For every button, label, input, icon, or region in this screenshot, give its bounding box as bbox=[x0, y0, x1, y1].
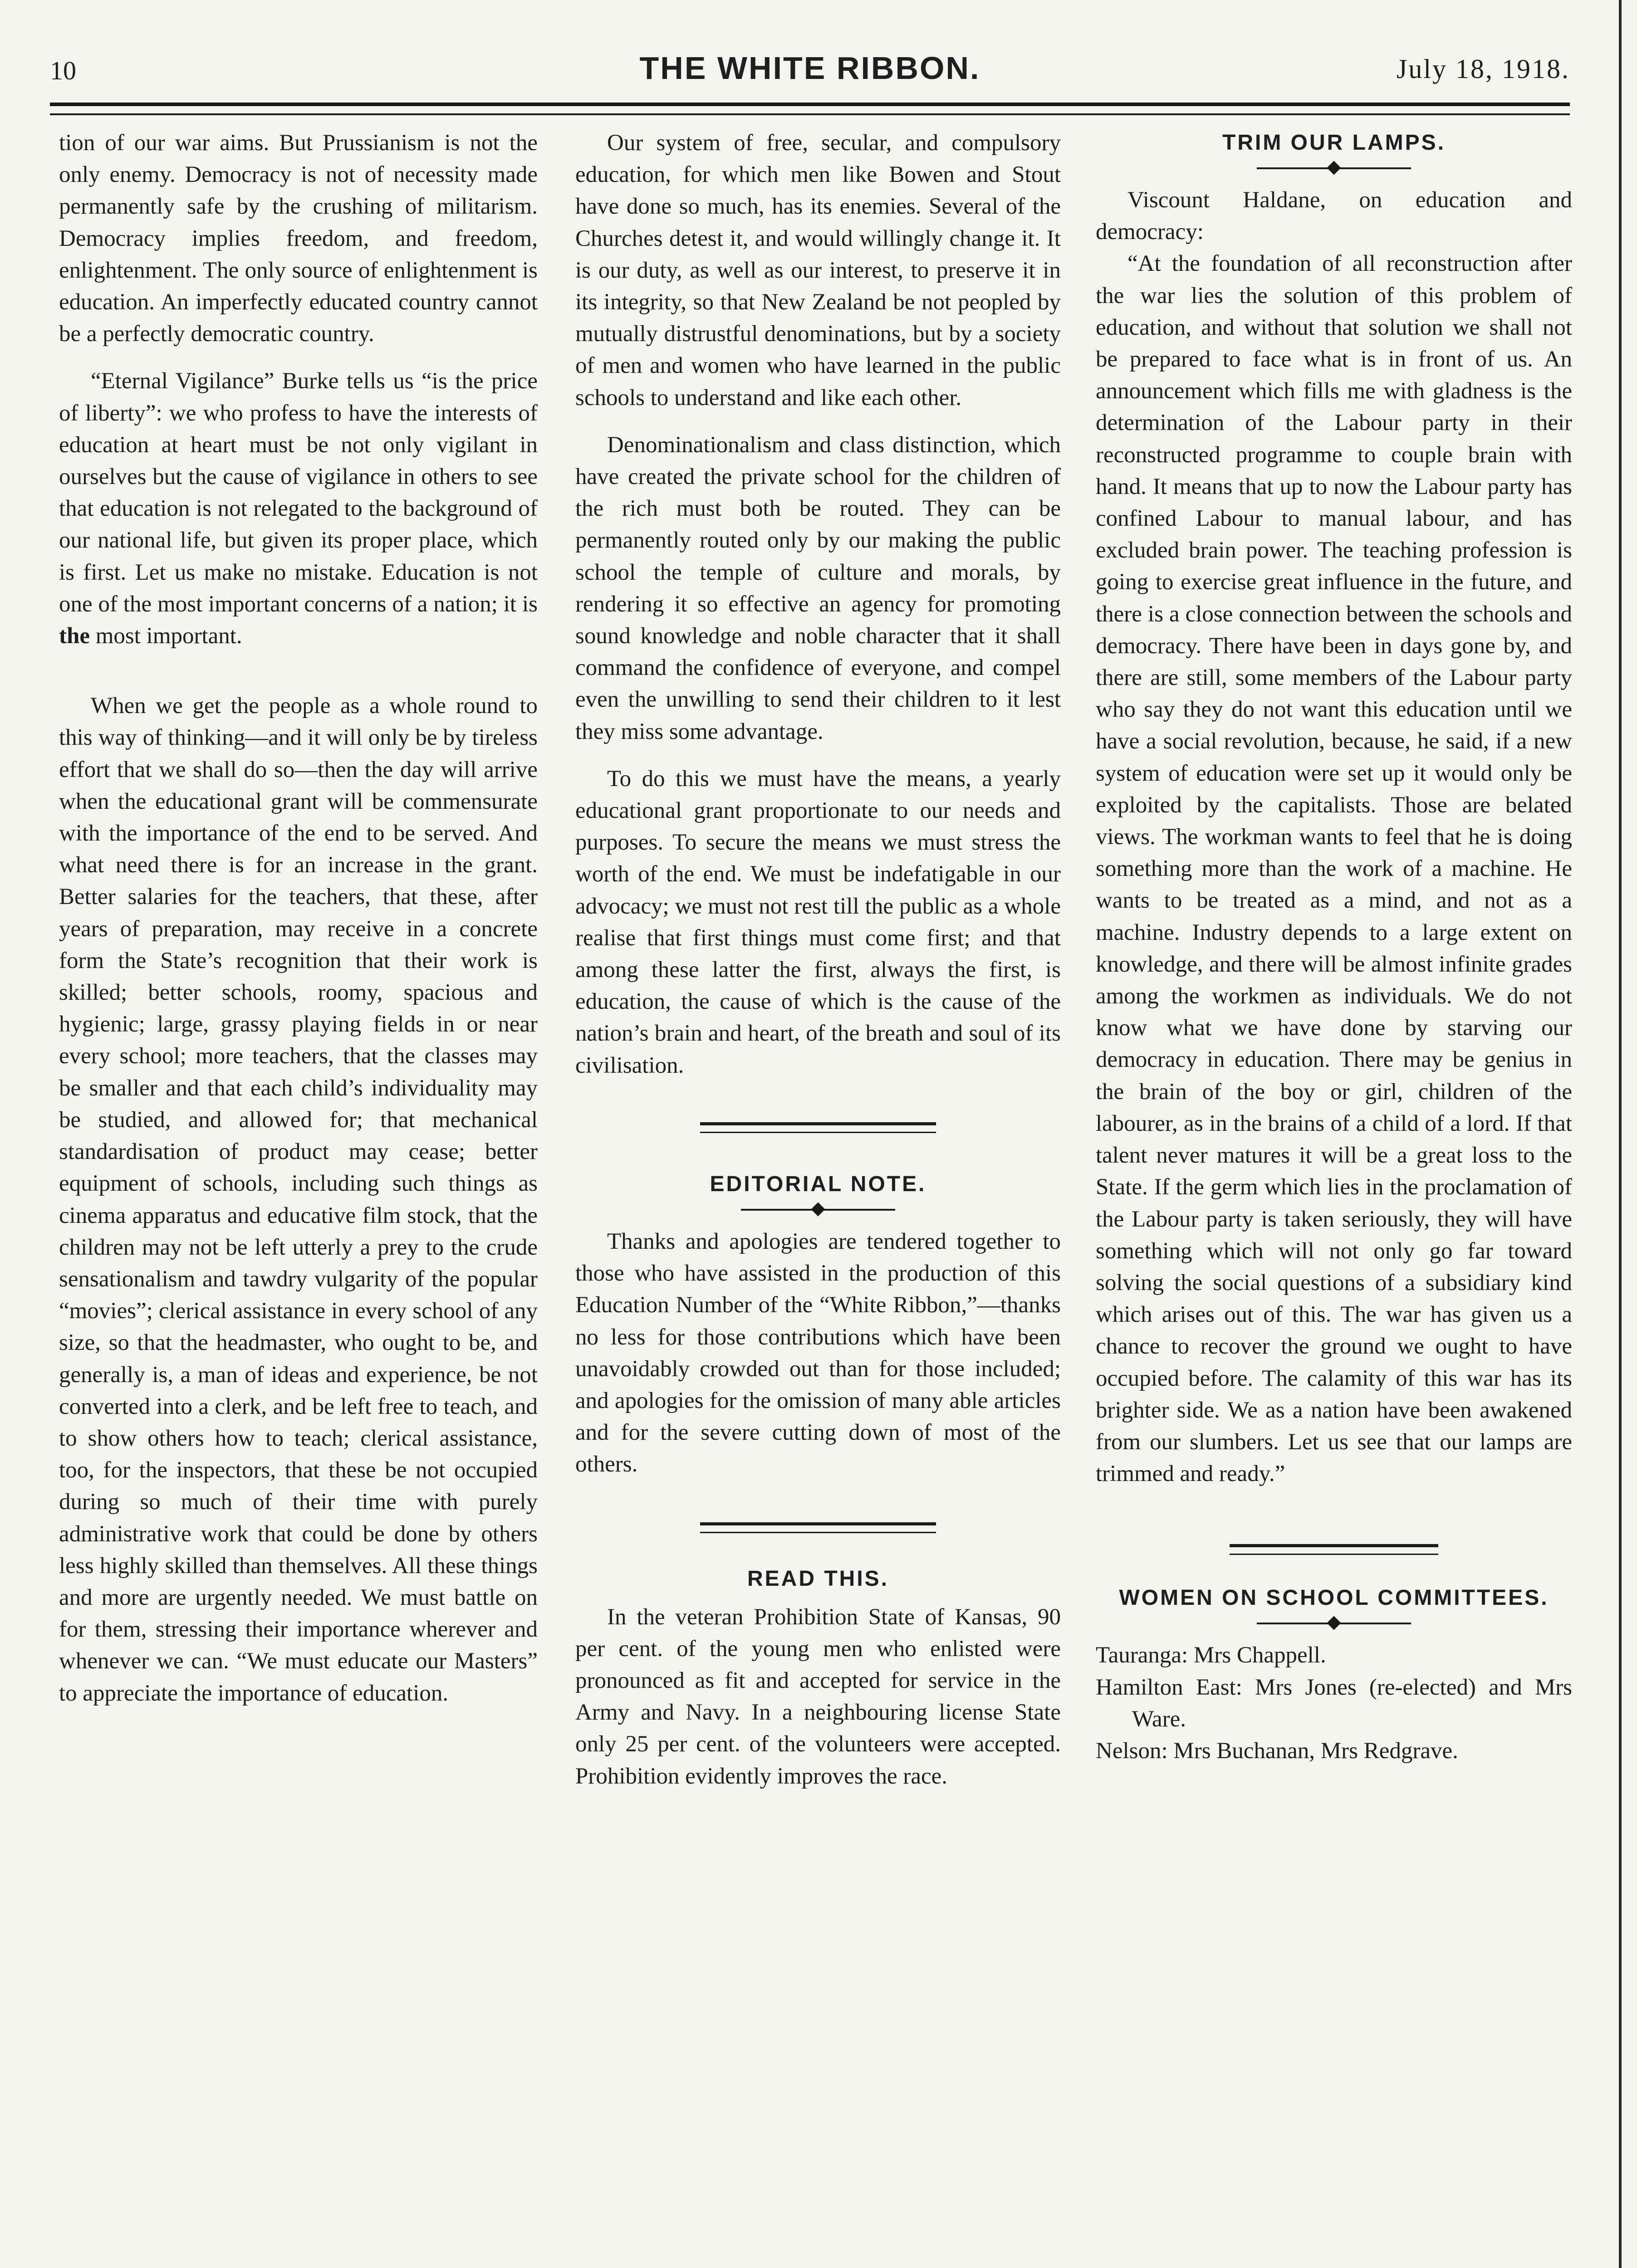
header-rule bbox=[50, 103, 1570, 115]
paragraph: Our system of free, secular, and compulsory education, for which men like Bowen and Stout have done so much, has its enemies. Several of the Churches detest it, and would willingly change it. It is our duty, as well as our interest, to preserve it in its integrity, so that New Zealand be not peopled by mutually distrustful denominations, but by a society of men and women who have learned in the public schools to understand and like each other. bbox=[575, 130, 1061, 411]
committee-place: Tauranga: bbox=[1096, 1642, 1188, 1668]
diamond-rule bbox=[1257, 161, 1411, 175]
masthead-title: THE WHITE RIBBON. bbox=[639, 50, 980, 86]
women-on-school-committees-heading: WOMEN ON SCHOOL COMMITTEES. bbox=[1119, 1586, 1549, 1610]
read-this-heading: READ THIS. bbox=[747, 1566, 889, 1591]
section-divider bbox=[575, 1122, 1061, 1133]
page-number: 10 bbox=[50, 56, 76, 85]
paragraph: tion of our war aims. But Prussianism is not the only enemy. Democracy is not of necessity made permanently safe by the crushing of militarism. Democracy implies freedom, and freedom, enlightenment. The only source of enlightenment is education. An imperfectly educated country cannot be a perfectly democratic country. bbox=[59, 130, 538, 347]
running-head bbox=[50, 42, 1570, 92]
section-divider bbox=[1096, 1544, 1572, 1555]
text-run: most important. bbox=[89, 623, 242, 649]
page-edge bbox=[1619, 0, 1622, 2268]
list-item bbox=[1096, 1639, 1572, 1671]
committee-place: Hamilton East: bbox=[1096, 1674, 1242, 1700]
list-item bbox=[1096, 1672, 1572, 1735]
committee-names: Mrs Jones (re-elected) and Mrs Ware. bbox=[1132, 1674, 1573, 1732]
quotation: “At the foundation of all reconstruction after the war lies the solution of this problem of education, and without that solution we shall not be prepared to face what is in front of us. An announcement which fills me with gladness is the determination of the Labour party in their reconstructed programme to couple brain with hand. It means that up to now the Labour party has confined Labour to manual labour, and has excluded brain power. The teaching profession is going to exercise great influence in the future, and there is a close connection between the schools and democracy. There have been in days gone by, and there are still, some members of the Labour party who say they do not want this education until we have a social revolution, because, he said, if a new system of education were set up it would only be exploited by the capitalists. Those are belated views. The workman wants to feel that he is doing something more than the work of a machine. He wants to be treated as a mind, and not as a machine. Industry depends to a large extent on knowledge, and there will be almost infinite grades among the workmen as individuals. We do not know what we have done by starving our democracy in education. There may be genius in the brain of the boy or girl, children of the labourer, as in the brains of a child of a lord. If that talent never matures it will be a great loss to the State. If the germ which lies in the proclamation of the Labour party is taken seriously, they will have something which will not only go far toward solving the social questions of a subsidiary kind which arises out of this. The war has given us a chance to recover the ground we ought to have occupied before. The calamity of this war has its brighter side. We as a nation have been awakened from our slumbers. Let us see that our lamps are trimmed and ready.” bbox=[1096, 251, 1572, 1487]
diamond-rule bbox=[741, 1203, 895, 1217]
committee-names: Mrs Chappell. bbox=[1193, 1642, 1326, 1668]
emphasis: the bbox=[59, 623, 90, 649]
editorial-note-heading: EDITORIAL NOTE. bbox=[710, 1172, 926, 1196]
read-this-text: In the veteran Prohibition State of Kansas, 90 per cent. of the young men who enlisted were pronounced as fit and accepted for service in the Army and Navy. In a neighbouring license State only 25 per cent. of the volunteers were accepted. Prohibition evidently improves the race. bbox=[575, 1604, 1061, 1789]
paragraph: Viscount Haldane, on education and democracy: bbox=[1096, 187, 1572, 245]
column-1 bbox=[59, 127, 538, 1709]
committee-names: Mrs Buchanan, Mrs Redgrave. bbox=[1173, 1738, 1458, 1764]
paragraph: When we get the people as a whole round to this way of thinking—and it will only be by tireless effort that we shall do so—then the day will arrive when the educational grant will be commensurate with the importance of the end to be served. And what need there is for an increase in the grant. Better salaries for the teachers, that these, after years of preparation, may receive in a concrete form the State’s recognition that their work is skilled; better schools, roomy, spacious and hygienic; large, grassy playing fields in or near every school; more teachers, that the classes may be smaller and that each child’s individuality may be studied, and allowed for; that mechanical standardisation of product may cease; better equipment of schools, including such things as cinema apparatus and educative film stock, that the children may not be left utterly a prey to the crude sensationalism and tawdry vulgarity of the popular “movies”; clerical assistance in every school of any size, so that the headmaster, who ought to be, and generally is, a man of ideas and experience, be not converted into a clerk, and be left free to teach, and to show others how to teach; clerical assistance, too, for the inspectors, that these be not occupied during so much of their time with purely administrative work that could be done by others less highly skilled than themselves. All these things and more are urgently needed. We must battle on for them, stressing their importance wherever and whenever we can. “We must educate our Masters” to appreciate the importance of education. bbox=[59, 693, 538, 1706]
column-2 bbox=[575, 127, 1061, 1792]
list-item bbox=[1096, 1735, 1572, 1767]
committee-place: Nelson: bbox=[1096, 1738, 1168, 1764]
paragraph bbox=[59, 365, 538, 652]
editorial-note-text: Thanks and apologies are tendered together to those who have assisted in the production of this Education Number of the “White Ribbon,”—thanks no less for those contributions which have been unavoidably crowded out than for those included; and apologies for the omission of many able articles and for the severe cutting down of most of the others. bbox=[575, 1228, 1061, 1477]
section-divider bbox=[575, 1522, 1061, 1533]
text-run: “Eternal Vigilance” Burke tells us “is the price of liberty”: we who profess to have the interests of education at heart must be not only vigilant in ourselves but the cause of vigilance in others to see that education is not relegated to the background of our national life, but given its proper place, which is first. Let us make no mistake. Education is not one of the most important concerns of a nation; it is bbox=[59, 368, 538, 617]
paragraph: To do this we must have the means, a yearly educational grant proportionate to our needs and purposes. To secure the means we must stress the worth of the end. We must be indefatigable in our advocacy; we must not rest till the public as a whole realise that first things must come first; and that among these latter the first, always the first, is education, the cause of which is the cause of the nation’s brain and heart, of the breath and soul of its civilisation. bbox=[575, 766, 1061, 1078]
issue-date: July 18, 1918. bbox=[1396, 54, 1570, 84]
diamond-rule bbox=[1257, 1617, 1411, 1630]
committee-list bbox=[1096, 1639, 1572, 1767]
trim-our-lamps-heading: TRIM OUR LAMPS. bbox=[1222, 131, 1446, 155]
column-3 bbox=[1096, 127, 1572, 1767]
paragraph: Denominationalism and class distinction, which have created the private school for the children of the rich must both be routed. They can be permanently routed only by our making the public school the temple of culture and morals, by rendering it so effective an agency for promoting sound knowledge and noble character that it shall command the confidence of everyone, and compel even the unwilling to send their children to it lest they miss some advantage. bbox=[575, 432, 1061, 744]
